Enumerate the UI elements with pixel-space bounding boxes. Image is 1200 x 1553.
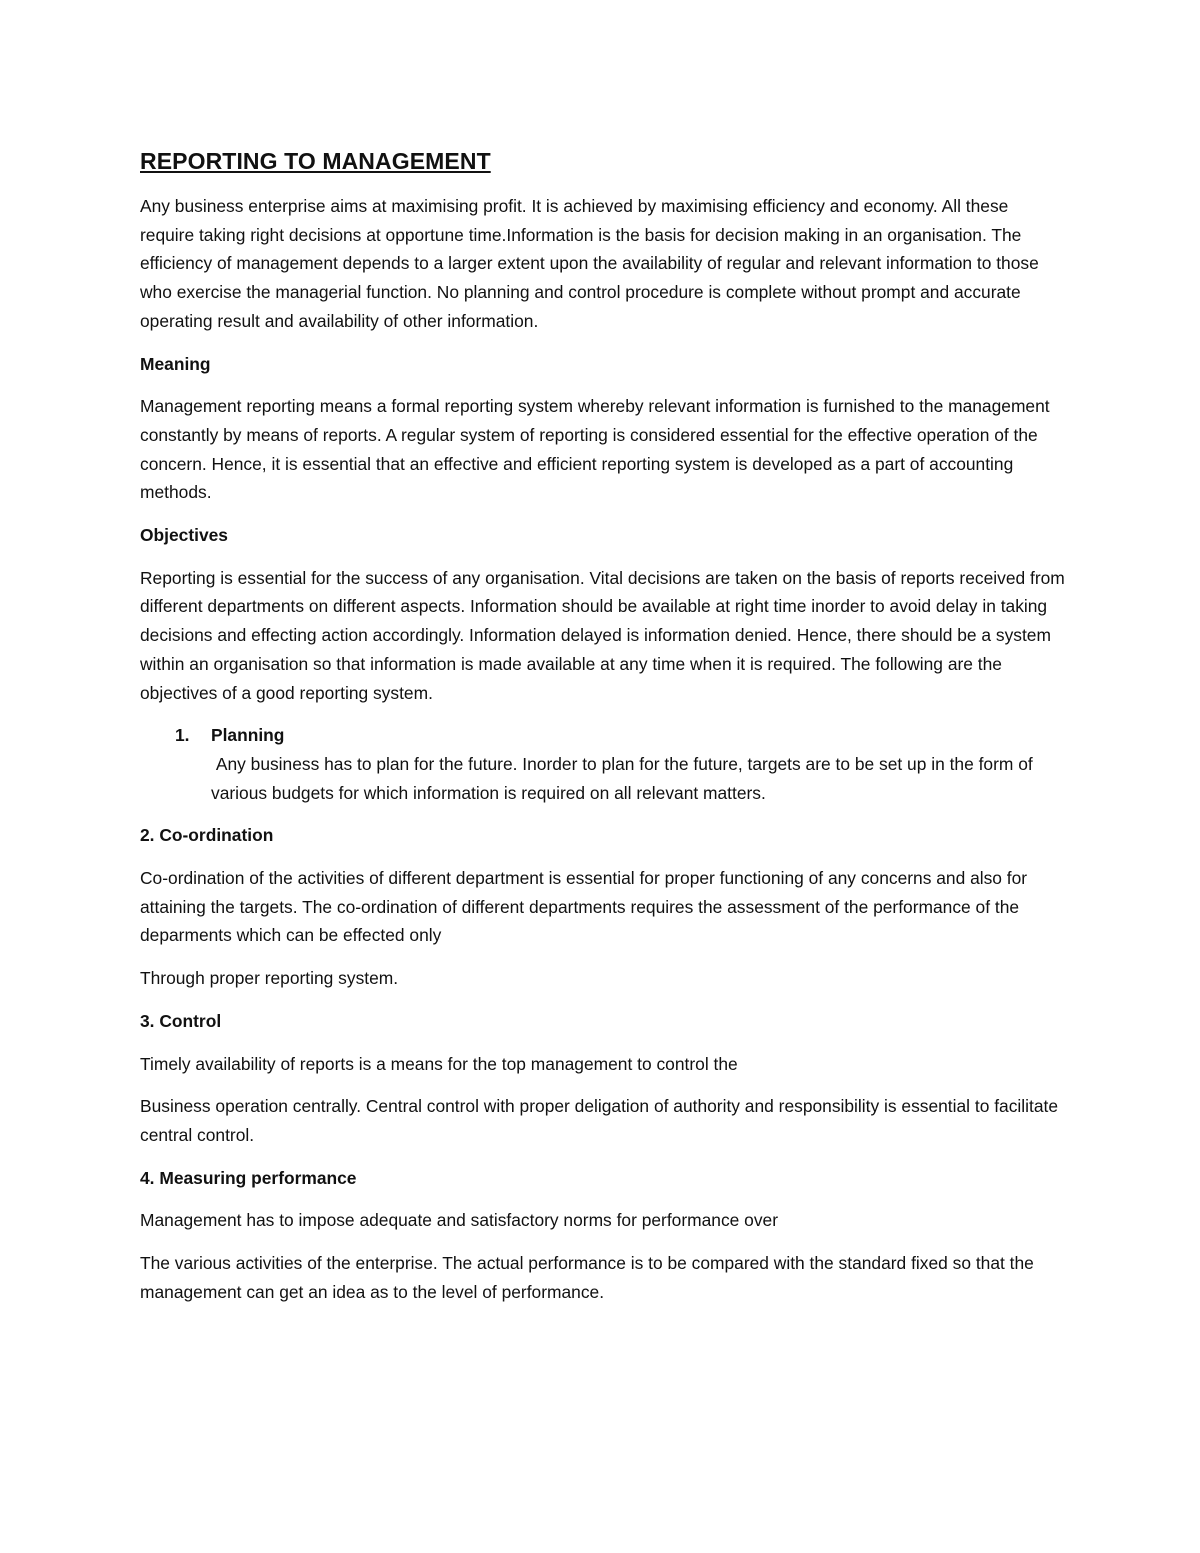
measuring-paragraph-1: Management has to impose adequate and satisfactory norms for performance over [140, 1210, 778, 1231]
planning-paragraph: Any business has to plan for the future. Inorder to plan for the future, targets are to be set up in the form of various budgets for which information is required on all relevant matters. [211, 753, 1038, 803]
coordination-heading: 2. Co-ordination [140, 825, 274, 846]
planning-heading: Planning [211, 725, 285, 746]
control-paragraph-2: Business operation centrally. Central control with proper deligation of authority and responsibility is essential to facilitate central control. [140, 1096, 1059, 1145]
meaning-heading: Meaning [140, 353, 211, 374]
document-title: REPORTING TO MANAGEMENT [140, 148, 491, 174]
planning-list-item [140, 721, 1065, 807]
coordination-paragraph-1: Co-ordination of the activities of different department is essential for proper functioning of any concerns and also for attaining the targets. The co-ordination of different departments requires the assessment of the performance of the deparments which can be effected only [140, 868, 1028, 946]
control-heading: 3. Control [140, 1010, 222, 1031]
control-paragraph-1: Timely availability of reports is a means for the top management to control the [140, 1053, 738, 1074]
intro-paragraph: Any business enterprise aims at maximising profit. It is achieved by maximising efficiency and economy. All these require taking right decisions at opportune time.Information is the basis for decision making in an organisation. The efficiency of management depends to a larger extent upon the availability of regular and relevant information to those who exercise the managerial function. No planning and control procedure is complete without prompt and accurate operating result and availability of other information. [140, 196, 1039, 331]
measuring-heading: 4. Measuring performance [140, 1167, 357, 1188]
measuring-paragraph-2: The various activities of the enterprise. The actual performance is to be compared with the standard fixed so that the management can get an idea as to the level of performance. [140, 1253, 1034, 1302]
document-page [140, 146, 1065, 1321]
objectives-paragraph: Reporting is essential for the success of any organisation. Vital decisions are taken on the basis of reports received from different departments on different aspects. Information should be available at right time inorder to avoid delay in taking decisions and effecting action accordingly. Information delayed is information denied. Hence, there should be a system within an organisation so that information is made available at any time when it is required. The following are the objectives of a good reporting system. [140, 567, 1065, 703]
meaning-paragraph: Management reporting means a formal reporting system whereby relevant information is furnished to the management constantly by means of reports. A regular system of reporting is considered essential for the effective operation of the concern. Hence, it is essential that an effective and efficient reporting system is developed as a part of accounting methods. [140, 396, 1050, 503]
coordination-paragraph-2: Through proper reporting system. [140, 968, 399, 989]
planning-number: 1. [175, 725, 190, 746]
objectives-heading: Objectives [140, 525, 228, 546]
